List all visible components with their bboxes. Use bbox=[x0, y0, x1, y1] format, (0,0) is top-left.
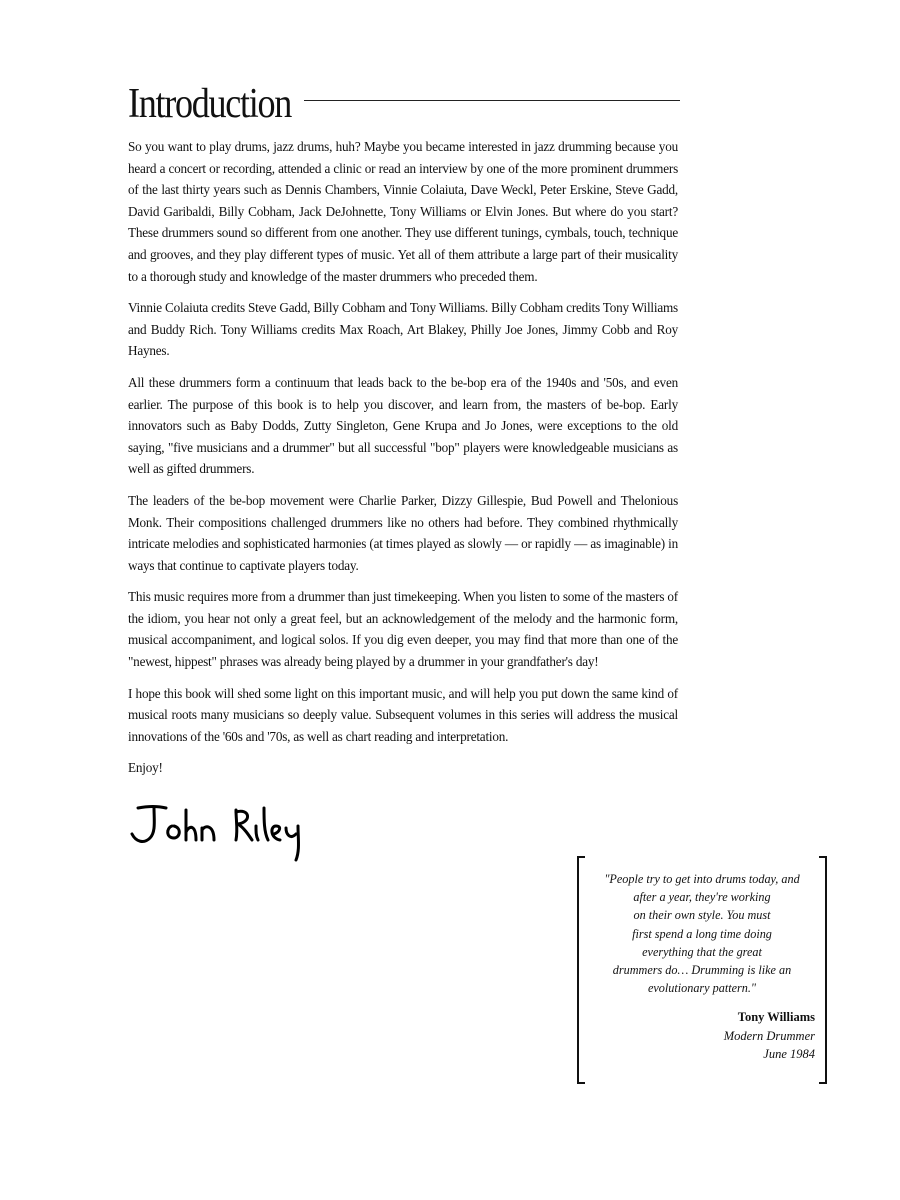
paragraph: The leaders of the be-bop movement were Charlie Parker, Dizzy Gillespie, Bud Powell and Thelonious Monk. Their compositions challenged drummers like no others had before. They combined rhythmically intricate melodies and sophisticated harmonies (at times played as slowly — or rapidly — as imaginable) in ways that continue to captivate players today. bbox=[128, 492, 678, 573]
right-bracket bbox=[819, 856, 827, 1084]
quote-date: June 1984 bbox=[763, 1047, 815, 1061]
quote-attribution bbox=[724, 1008, 815, 1064]
quote-line: first spend a long time doing bbox=[632, 926, 772, 941]
heading-rule bbox=[304, 100, 680, 101]
quote-line: "People try to get into drums today, and bbox=[604, 872, 800, 886]
paragraph: Vinnie Colaiuta credits Steve Gadd, Billy Cobham and Tony Williams. Billy Cobham credits Tony Williams and Buddy Rich. Tony Williams credits Max Roach, Art Blakey, Philly Joe Jones, Jimmy Cobb and Roy Haynes. bbox=[128, 300, 678, 359]
quote-line: drummers do… Drumming is like an bbox=[612, 963, 792, 978]
paragraph: So you want to play drums, jazz drums, huh? Maybe you became interested in jazz drumming because you heard a concert or recording, attended a clinic or read an interview by one of the more prominent drummers of the last thirty years such as Dennis Chambers, Vinnie Colaiuta, Dave Weckl, Peter Erskine, Steve Gadd, David Garibaldi, Billy Cobham, Jack DeJohnette, Tony Williams or Elvin Jones. But where do you start? These drummers sound so different from one another. They use different tunings, cymbals, touch, technique and grooves, and they play different types of music. Yet all of them attribute a large part of their musicality to a thorough study and knowledge of the master drummers who preceded them. bbox=[128, 139, 678, 284]
quote-publication: Modern Drummer bbox=[723, 1028, 815, 1043]
quote-line: evolutionary pattern." bbox=[647, 981, 756, 996]
pull-quote bbox=[577, 856, 827, 1084]
quote-line: after a year, they're working bbox=[633, 890, 771, 905]
closing-line: Enjoy! bbox=[128, 760, 163, 776]
left-bracket bbox=[577, 856, 585, 1084]
quote-text bbox=[591, 870, 813, 997]
page-title: Introduction bbox=[128, 81, 292, 127]
heading-row bbox=[128, 76, 680, 128]
quote-line: on their own style. You must bbox=[633, 908, 771, 923]
handwritten-signature bbox=[128, 798, 328, 864]
quote-line: everything that the great bbox=[642, 944, 762, 959]
quote-author: Tony Williams bbox=[737, 1010, 815, 1024]
paragraph: This music requires more from a drummer than just timekeeping. When you listen to some of the masters of the idiom, you hear not only a great feel, but an acknowledgement of the melody and the harmonic form, musical accompaniment, and logical solos. If you dig even deeper, you may find that more than one of the "newest, hippest" phrases was already being played by a drummer in your grandfather's day! bbox=[128, 589, 678, 670]
body-text bbox=[128, 136, 678, 789]
paragraph: All these drummers form a continuum that leads back to the be-bop era of the 1940s and '50s, and even earlier. The purpose of this book is to help you discover, and learn from, the masters of be-bop. Early innovators such as Baby Dodds, Zutty Singleton, Gene Krupa and Jo Jones, were exceptions to the old saying, "five musicians and a drummer" but all successful "bop" players were knowledgeable musicians as well as gifted drummers. bbox=[128, 374, 678, 477]
paragraph: I hope this book will shed some light on this important music, and will help you put down the same kind of musical roots many musicians so deeply value. Subsequent volumes in this series will address the musical innovations of the '60s and '70s, as well as chart reading and interpretation. bbox=[128, 685, 678, 744]
